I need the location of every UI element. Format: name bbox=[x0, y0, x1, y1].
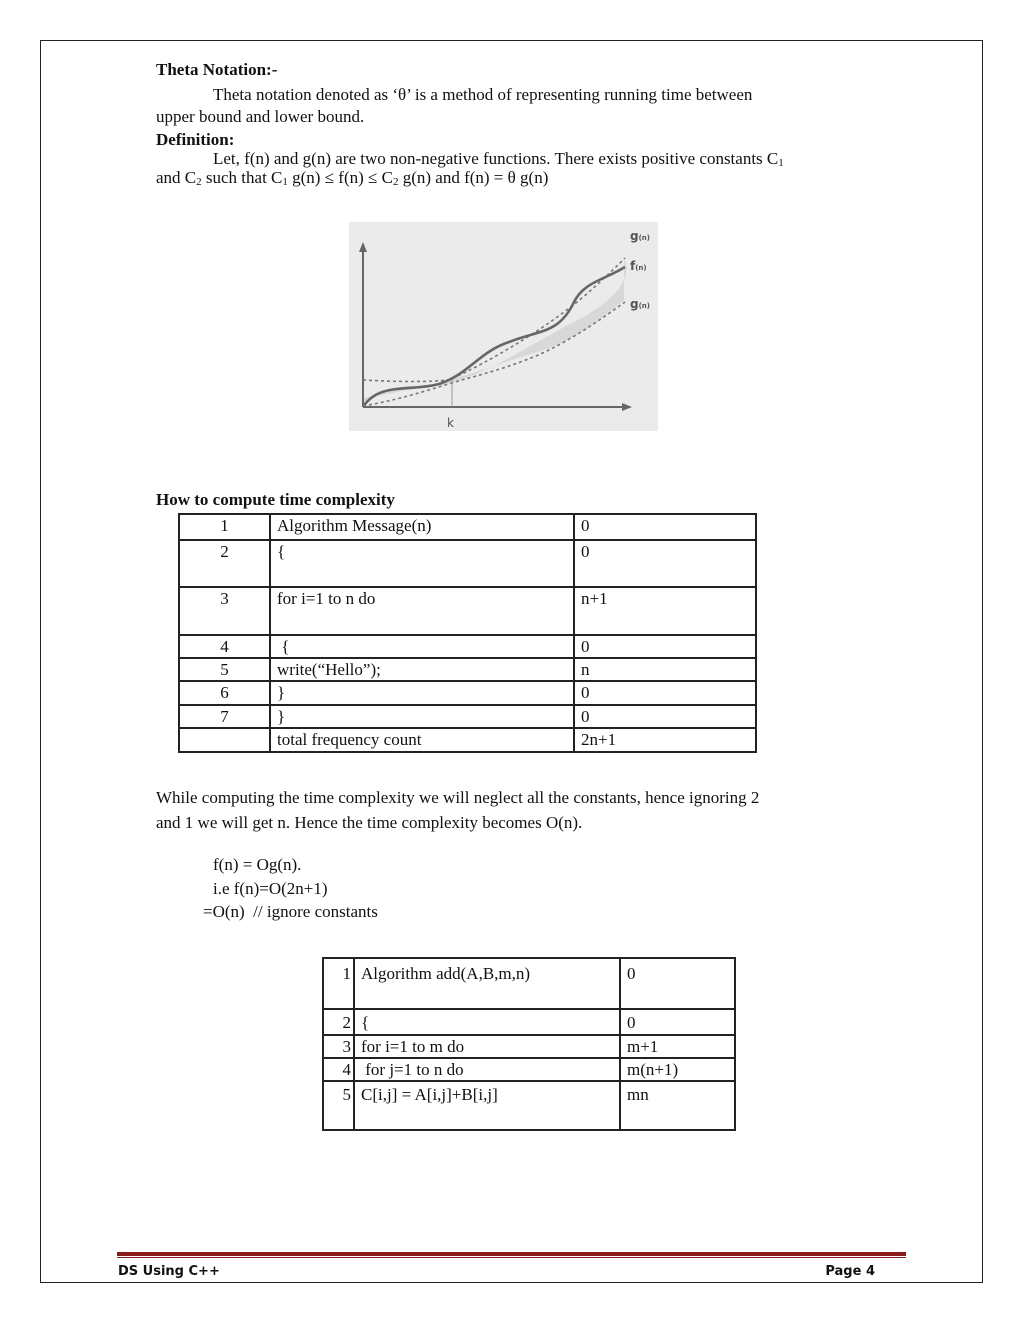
theta-heading: Theta Notation:- bbox=[156, 60, 278, 79]
frequency-cell: 0 bbox=[574, 635, 756, 658]
definition-heading: Definition: bbox=[156, 130, 235, 149]
table-row bbox=[179, 587, 756, 635]
frequency-cell: n+1 bbox=[574, 587, 756, 635]
code-cell: for j=1 to n do bbox=[354, 1058, 620, 1081]
compute-heading: How to compute time complexity bbox=[156, 490, 395, 509]
explain-line1: While computing the time complexity we will neglect all the constants, hence ignoring 2 bbox=[156, 788, 760, 807]
definition-line1: Let, f(n) and g(n) are two non-negative functions. There exists positive constants $C_1$ bbox=[213, 149, 784, 169]
row-number: 6 bbox=[179, 681, 270, 705]
row-number bbox=[179, 728, 270, 752]
code-cell: { bbox=[270, 635, 574, 658]
message-table bbox=[178, 513, 757, 753]
equation-3: =O(n) // ignore constants bbox=[203, 902, 378, 921]
equation-2: i.e f(n)=O(2n+1) bbox=[213, 879, 328, 898]
table-row bbox=[179, 728, 756, 752]
row-number: 2 bbox=[323, 1009, 354, 1035]
table-row bbox=[323, 958, 735, 1009]
frequency-cell: 0 bbox=[574, 540, 756, 587]
code-cell: Algorithm Message(n) bbox=[270, 514, 574, 540]
frequency-cell: 0 bbox=[620, 958, 735, 1009]
equation-1: f(n) = Og(n). bbox=[213, 855, 302, 874]
frequency-cell: m+1 bbox=[620, 1035, 735, 1058]
code-cell: } bbox=[270, 681, 574, 705]
table-row bbox=[179, 681, 756, 705]
label-g-lower: g(n) bbox=[630, 297, 650, 311]
frequency-cell: m(n+1) bbox=[620, 1058, 735, 1081]
row-number: 4 bbox=[179, 635, 270, 658]
code-cell: write(“Hello”); bbox=[270, 658, 574, 681]
y-axis-arrow bbox=[359, 242, 367, 252]
row-number: 7 bbox=[179, 705, 270, 728]
frequency-cell: 0 bbox=[574, 681, 756, 705]
label-k: k bbox=[447, 416, 454, 430]
code-cell: for i=1 to n do bbox=[270, 587, 574, 635]
theta-text-line1: Theta notation denoted as ‘θ’ is a method of representing running time between bbox=[213, 85, 753, 104]
table-row bbox=[323, 1081, 735, 1130]
code-cell: } bbox=[270, 705, 574, 728]
frequency-cell: mn bbox=[620, 1081, 735, 1130]
code-cell: { bbox=[354, 1009, 620, 1035]
explain-line2: and 1 we will get n. Hence the time complexity becomes O(n). bbox=[156, 813, 583, 832]
frequency-cell: n bbox=[574, 658, 756, 681]
page-number: Page 4 bbox=[825, 1264, 875, 1279]
table-row bbox=[323, 1035, 735, 1058]
theta-text-line2: upper bound and lower bound. bbox=[156, 107, 365, 126]
x-axis-arrow bbox=[622, 403, 632, 411]
row-number: 1 bbox=[179, 514, 270, 540]
table-row bbox=[323, 1009, 735, 1035]
row-number: 5 bbox=[323, 1081, 354, 1130]
footer-rule-thin bbox=[117, 1257, 906, 1258]
definition-line2: and $C_2$ such that $C_1$ $g(n) \le f(n) \le C_2$ g(n) and f(n) = θ g(n) bbox=[156, 168, 549, 188]
frequency-cell: 2n+1 bbox=[574, 728, 756, 752]
label-f: f(n) bbox=[630, 259, 647, 273]
theta-graph bbox=[349, 222, 658, 431]
table-row bbox=[323, 1058, 735, 1081]
table-row bbox=[179, 514, 756, 540]
frequency-cell: 0 bbox=[574, 705, 756, 728]
f-curve bbox=[363, 267, 625, 407]
table-row bbox=[179, 635, 756, 658]
footer-title: DS Using C++ bbox=[118, 1264, 220, 1279]
row-number: 4 bbox=[323, 1058, 354, 1081]
code-cell: { bbox=[270, 540, 574, 587]
row-number: 1 bbox=[323, 958, 354, 1009]
row-number: 5 bbox=[179, 658, 270, 681]
frequency-cell: 0 bbox=[574, 514, 756, 540]
row-number: 3 bbox=[323, 1035, 354, 1058]
add-table bbox=[322, 957, 736, 1131]
theta-figure bbox=[349, 222, 658, 431]
footer-rule bbox=[117, 1252, 906, 1256]
row-number: 2 bbox=[179, 540, 270, 587]
code-cell: total frequency count bbox=[270, 728, 574, 752]
table-row bbox=[179, 540, 756, 587]
table-row bbox=[179, 658, 756, 681]
frequency-cell: 0 bbox=[620, 1009, 735, 1035]
table-row bbox=[179, 705, 756, 728]
label-g-upper: g(n) bbox=[630, 229, 650, 243]
code-cell: C[i,j] = A[i,j]+B[i,j] bbox=[354, 1081, 620, 1130]
code-cell: Algorithm add(A,B,m,n) bbox=[354, 958, 620, 1009]
row-number: 3 bbox=[179, 587, 270, 635]
shaded-region bbox=[363, 259, 627, 407]
code-cell: for i=1 to m do bbox=[354, 1035, 620, 1058]
